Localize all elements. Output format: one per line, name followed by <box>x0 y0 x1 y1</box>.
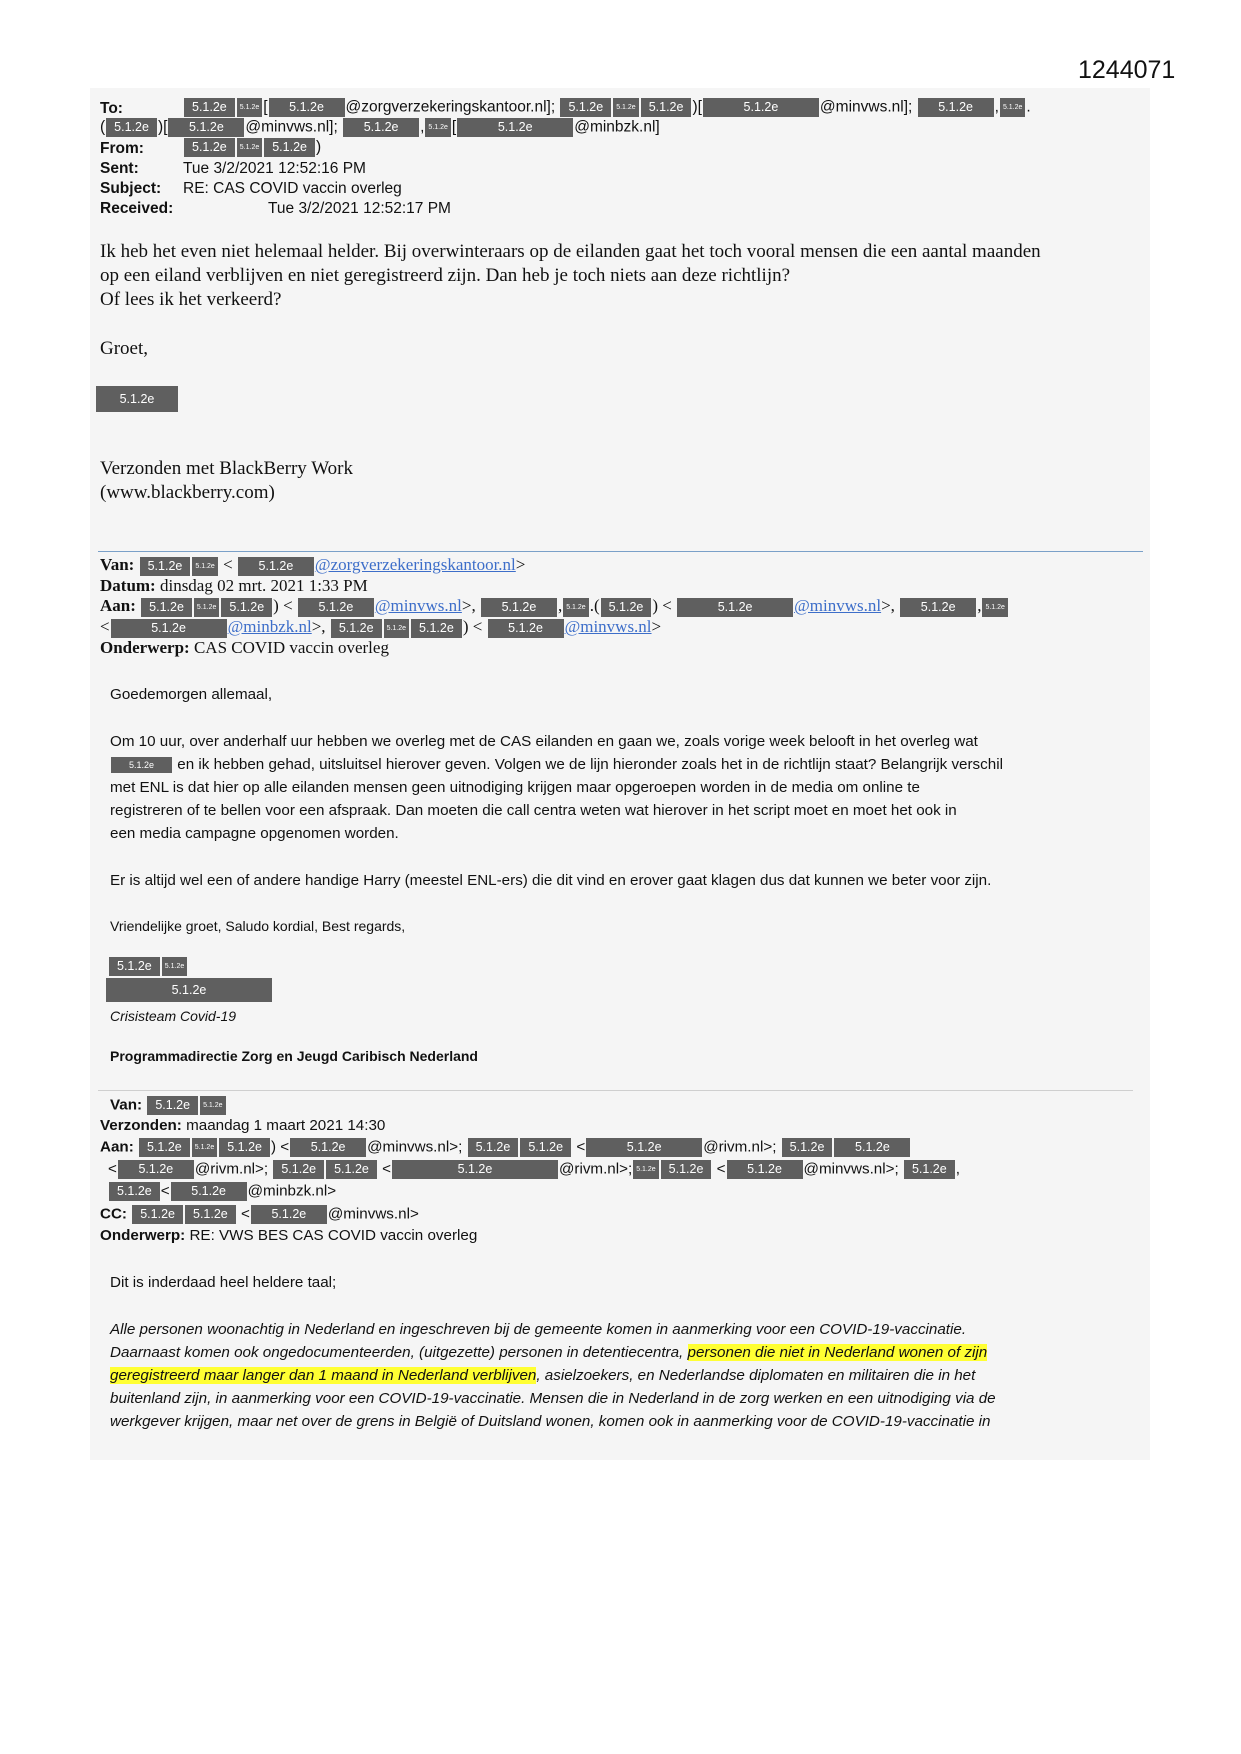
message3-aan-row3: 5.1.2e < 5.1.2e @minbzk.nl> <box>108 1182 336 1201</box>
message3-van-row <box>110 1096 227 1115</box>
message2-para1-line1: Om 10 uur, over anderhalf uur hebben we overleg met de CAS eilanden en gaan we, zoals vorige week belooft in het overleg wat <box>110 733 978 750</box>
message3-quote-line1: Alle personen woonachtig in Nederland en ingeschreven bij de gemeente komen in aanmerking voor een COVID-19-vaccinatie. <box>110 1321 967 1338</box>
redaction: 5.1.2e <box>219 1138 270 1157</box>
redaction: 5.1.2e <box>834 1138 910 1157</box>
redaction: 5.1.2e <box>140 557 191 576</box>
redaction: 5.1.2e <box>563 598 588 617</box>
datum-value: dinsdag 02 mrt. 2021 1:33 PM <box>159 576 368 595</box>
redaction: 5.1.2e <box>111 619 227 638</box>
redaction: 5.1.2e <box>904 1160 955 1179</box>
redaction: 5.1.2e <box>703 98 819 117</box>
cc-label: CC: <box>100 1205 127 1223</box>
redaction: 5.1.2e <box>457 118 573 137</box>
message3-cc-row: CC: 5.1.2e 5.1.2e < 5.1.2e @minvws.nl> <box>100 1205 419 1223</box>
van-label: Van: <box>100 555 135 574</box>
redaction: 5.1.2e <box>238 557 314 576</box>
from-label: From: <box>100 140 144 157</box>
redaction: 5.1.2e <box>411 619 462 638</box>
email-domain: @minbzk.nl] <box>574 118 660 136</box>
datum-label: Datum: <box>100 576 156 595</box>
redaction: 5.1.2e <box>111 757 172 773</box>
redaction: 5.1.2e <box>392 1160 558 1179</box>
redaction: 5.1.2e <box>194 598 219 617</box>
message2-sig-team: Crisisteam Covid-19 <box>110 1008 237 1024</box>
message2-closing: Vriendelijke groet, Saludo kordial, Best regards, <box>110 918 406 934</box>
to-recipients-line1: 5.1.2e 5.1.2e [ 5.1.2e @zorgverzekeringskantoor.nl]; 5.1.2e 5.1.2e 5.1.2e )[ 5.1.2e @minvws.nl]; 5.1.2e , 5.1.2e . <box>183 98 1031 117</box>
message3-quote-line3 <box>110 1367 975 1384</box>
verzonden-value: maandag 1 maart 2021 14:30 <box>186 1117 386 1134</box>
message2-para1-line4: registreren of te bellen voor een afspraak. Dan moeten die call centra weten wat hierover in het script moet en moet het ook in <box>110 802 957 819</box>
redaction: 5.1.2e <box>633 1160 658 1179</box>
message3-onderwerp-row <box>100 1227 477 1244</box>
redaction: 5.1.2e <box>221 598 272 617</box>
close-paren: ) <box>316 138 322 156</box>
redaction: 5.1.2e <box>343 118 419 137</box>
quote-text: Daarnaast komen ook ongedocumenteerden, (uitgezette) personen in detentiecentra, <box>110 1344 688 1361</box>
message1-line1: Ik heb het even niet helemaal helder. Bij overwinteraars op de eilanden gaat het toch vooral mensen die een aantal maanden <box>100 241 1041 262</box>
redaction: 5.1.2e <box>237 138 262 157</box>
redaction: 5.1.2e <box>273 1160 324 1179</box>
email-domain: @minvws.nl>; <box>803 1160 899 1178</box>
email-domain: @rivm.nl>; <box>194 1160 269 1178</box>
message2-signature-name <box>108 957 188 976</box>
redaction: 5.1.2e <box>727 1160 803 1179</box>
redaction: 5.1.2e <box>900 598 976 617</box>
message1-line3: Of lees ik het verkeerd? <box>100 289 282 310</box>
email-domain: @zorgverzekeringskantoor.nl]; <box>345 98 556 116</box>
email-domain: @minvws.nl> <box>327 1205 419 1223</box>
redaction: 5.1.2e <box>171 1182 247 1201</box>
redaction: 5.1.2e <box>139 1138 190 1157</box>
email-link[interactable]: @minbzk.nl <box>227 617 312 636</box>
redaction: 5.1.2e <box>661 1160 712 1179</box>
message1-footer-line1: Verzonden met BlackBerry Work <box>100 458 353 479</box>
redaction: 5.1.2e <box>520 1138 571 1157</box>
redaction: 5.1.2e <box>481 598 557 617</box>
para1-line2-text: en ik hebben gehad, uitsluitsel hierover geven. Volgen we de lijn hieronder zoals het in de richtlijn staat? Belangrijk verschil <box>177 756 1003 773</box>
redaction: 5.1.2e <box>269 98 345 117</box>
message2-signature-title <box>105 978 273 1002</box>
redaction: 5.1.2e <box>1000 98 1025 117</box>
redaction: 5.1.2e <box>184 98 235 117</box>
subject-value: RE: CAS COVID vaccin overleg <box>183 180 402 197</box>
redaction: 5.1.2e <box>601 598 652 617</box>
redaction: 5.1.2e <box>141 598 192 617</box>
redaction: 5.1.2e <box>677 598 793 617</box>
message3-verzonden-row <box>100 1117 385 1134</box>
redaction: 5.1.2e <box>326 1160 377 1179</box>
message2-para2: Er is altijd wel een of andere handige Harry (meestel ENL-ers) die dit vind en erover gaat klagen dus dat kunnen we beter voor zijn. <box>110 872 992 889</box>
message3-intro: Dit is inderdaad heel heldere taal; <box>110 1274 337 1291</box>
onderwerp-label: Onderwerp: <box>100 1227 186 1244</box>
redaction: 5.1.2e <box>918 98 994 117</box>
redaction: 5.1.2e <box>168 118 244 137</box>
redaction: 5.1.2e <box>184 138 235 157</box>
email-domain: @rivm.nl>; <box>703 1138 777 1156</box>
van-email-link[interactable]: @zorgverzekeringskantoor.nl <box>314 555 516 574</box>
message1-footer-line2: (www.blackberry.com) <box>100 482 275 503</box>
to-recipients-line2: ( 5.1.2e )[ 5.1.2e @minvws.nl]; 5.1.2e , 5.1.2e [ 5.1.2e @minbzk.nl] <box>100 118 660 136</box>
email-domain: @minvws.nl>; <box>367 1138 463 1156</box>
message2-onderwerp-row <box>100 638 389 658</box>
redaction: 5.1.2e <box>488 619 564 638</box>
message3-aan-row1: Aan: 5.1.2e 5.1.2e 5.1.2e ) < 5.1.2e @minvws.nl>; 5.1.2e 5.1.2e < 5.1.2e @rivm.nl>; 5.1.2e 5.1.2e <box>100 1138 911 1157</box>
message2-aan-row2: < 5.1.2e @minbzk.nl>, 5.1.2e 5.1.2e 5.1.2e ) < 5.1.2e @minvws.nl> <box>100 617 662 636</box>
onderwerp-label: Onderwerp: <box>100 638 190 657</box>
message1-greeting: Groet, <box>100 338 149 359</box>
redaction: 5.1.2e <box>118 1160 194 1179</box>
message3-aan-row2: < 5.1.2e @rivm.nl>; 5.1.2e 5.1.2e < 5.1.2e @rivm.nl>; 5.1.2e 5.1.2e < 5.1.2e @minvws.nl>; 5.1.2e , <box>108 1160 960 1178</box>
onderwerp-value: RE: VWS BES CAS COVID vaccin overleg <box>189 1227 478 1244</box>
redaction: 5.1.2e <box>290 1138 366 1157</box>
message2-sig-dept: Programmadirectie Zorg en Jeugd Caribisch Nederland <box>110 1048 478 1064</box>
redaction: 5.1.2e <box>425 118 450 137</box>
redaction: 5.1.2e <box>641 98 692 117</box>
message2-para1-line5: een media campagne opgenomen worden. <box>110 825 399 842</box>
redaction: 5.1.2e <box>106 118 157 137</box>
subject-label: Subject: <box>100 180 162 197</box>
redaction: 5.1.2e <box>331 619 382 638</box>
redaction: 5.1.2e <box>192 557 217 576</box>
redaction: 5.1.2e <box>298 598 374 617</box>
redaction: 5.1.2e <box>132 1205 183 1224</box>
message2-aan-row1: Aan: 5.1.2e 5.1.2e 5.1.2e ) < 5.1.2e @minvws.nl>, 5.1.2e , 5.1.2e .( 5.1.2e ) < 5.1.2e @minvws.nl>, 5.1.2e , 5.1.2e <box>100 596 1009 617</box>
email-domain: @rivm.nl>; <box>558 1160 633 1178</box>
email-link[interactable]: @minvws.nl <box>374 596 462 615</box>
received-value: Tue 3/2/2021 12:52:17 PM <box>268 200 451 217</box>
open-paren: ( <box>100 118 106 136</box>
redaction: 5.1.2e <box>264 138 315 157</box>
message2-para1-line2 <box>110 756 1003 773</box>
redaction: 5.1.2e <box>586 1138 702 1157</box>
redaction: 5.1.2e <box>782 1138 833 1157</box>
email-domain: @minvws.nl]; <box>245 118 338 136</box>
redaction: 5.1.2e <box>162 957 187 976</box>
message2-para1-line3: met ENL is dat hier op alle eilanden mensen geen uitnodiging krijgen maar opgeroepen worden in de media om online te <box>110 779 920 796</box>
email-domain: @minbzk.nl> <box>247 1182 337 1200</box>
message3-quote-line2 <box>110 1344 987 1361</box>
message2-datum-row <box>100 576 368 596</box>
sent-label: Sent: <box>100 160 139 177</box>
redaction: 5.1.2e <box>237 98 262 117</box>
redaction: 5.1.2e <box>982 598 1007 617</box>
verzonden-label: Verzonden: <box>100 1117 182 1134</box>
highlighted-text: personen die niet in Nederland wonen of zijn <box>687 1344 988 1361</box>
email-link[interactable]: @minvws.nl <box>794 596 882 615</box>
message2-van-row: Van: 5.1.2e 5.1.2e < 5.1.2e @zorgverzekeringskantoor.nl> <box>100 555 526 574</box>
redaction: 5.1.2e <box>109 1182 160 1201</box>
redaction: 5.1.2e <box>468 1138 519 1157</box>
onderwerp-value: CAS COVID vaccin overleg <box>193 638 389 657</box>
document-number: 1244071 <box>1078 56 1176 84</box>
received-label: Received: <box>100 200 174 217</box>
redaction: 5.1.2e <box>109 957 160 976</box>
message2-salutation: Goedemorgen allemaal, <box>110 686 273 703</box>
redaction: 5.1.2e <box>560 98 611 117</box>
van-label: Van: <box>110 1096 143 1114</box>
divider <box>98 551 1143 552</box>
redaction: 5.1.2e <box>251 1205 327 1224</box>
highlighted-text: geregistreerd maar langer dan 1 maand in Nederland verblijven <box>110 1367 537 1384</box>
email-domain: @minvws.nl]; <box>819 98 913 116</box>
redaction: 5.1.2e <box>96 386 178 412</box>
message3-quote-line4: buitenland zijn, in aanmerking voor een COVID-19-vaccinatie. Mensen die in Nederland in de zorg werken en een uitnodiging via de <box>110 1390 996 1407</box>
redaction: 5.1.2e <box>185 1205 236 1224</box>
redaction: 5.1.2e <box>384 619 409 638</box>
redaction: 5.1.2e <box>200 1096 225 1115</box>
from-value <box>183 138 321 157</box>
redaction: 5.1.2e <box>192 1138 217 1157</box>
aan-label: Aan: <box>100 1138 134 1156</box>
redaction: 5.1.2e <box>106 978 272 1002</box>
sent-value: Tue 3/2/2021 12:52:16 PM <box>183 160 366 177</box>
to-label: To: <box>100 100 123 117</box>
divider <box>98 1090 1133 1091</box>
message3-quote-line5: werkgever krijgen, maar net over de grens in België of Duitsland wonen, komen ook in aanmerking voor de COVID-19-vaccinatie in <box>110 1413 991 1430</box>
message1-signature <box>95 386 179 412</box>
email-link[interactable]: @minvws.nl <box>564 617 652 636</box>
aan-label: Aan: <box>100 596 136 615</box>
redaction: 5.1.2e <box>147 1096 198 1115</box>
message1-line2: op een eiland verblijven en niet geregistreerd zijn. Dan heb je toch niets aan deze richtlijn? <box>100 265 791 286</box>
redaction: 5.1.2e <box>613 98 638 117</box>
quote-text: , asielzoekers, en Nederlandse diplomaten en militairen die in het <box>536 1367 976 1384</box>
